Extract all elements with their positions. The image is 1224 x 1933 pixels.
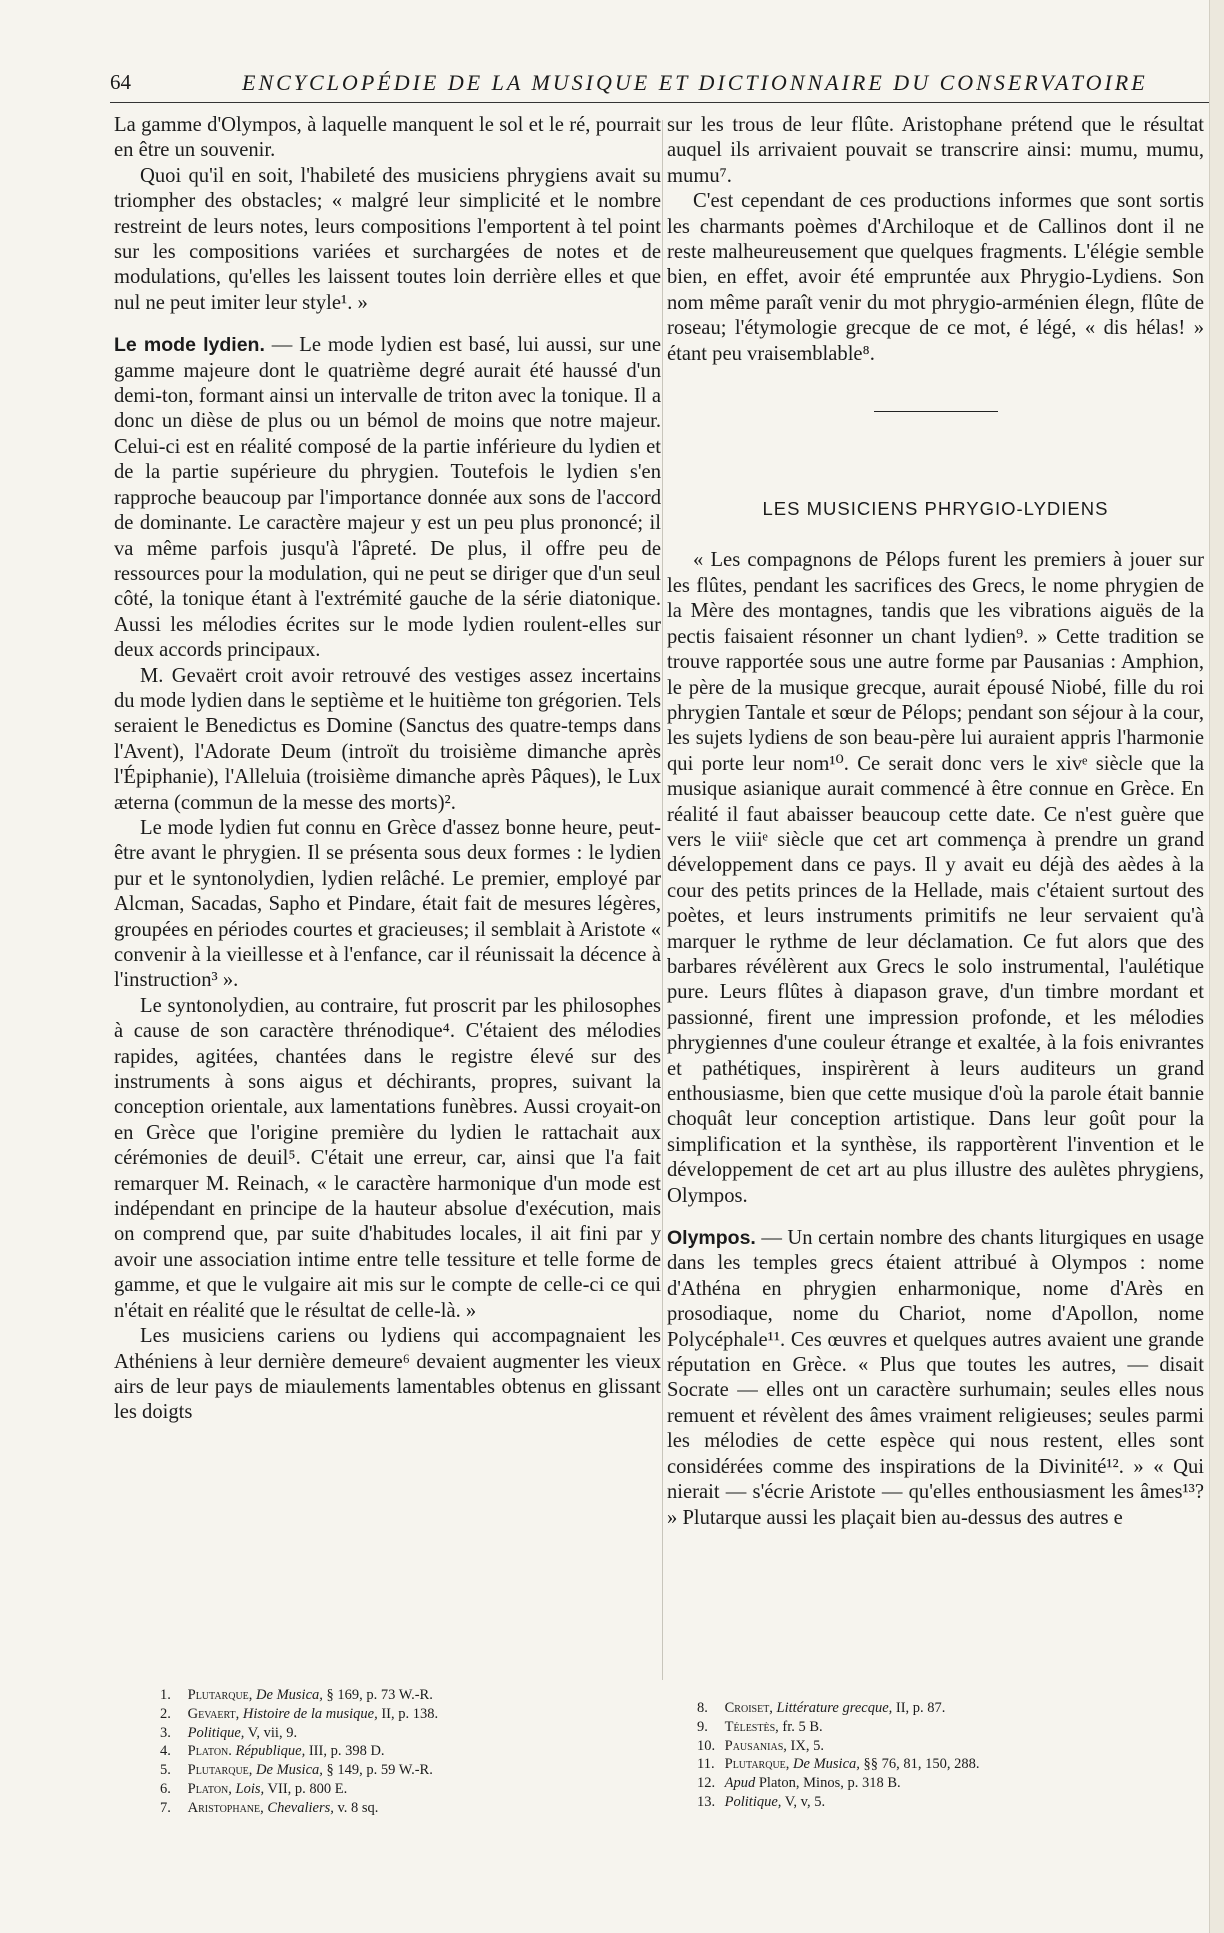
footnote-number: 5. [160,1762,171,1779]
footnote-work: Histoire de la musique, [242,1705,378,1722]
footnote-number: 2. [160,1705,171,1722]
footnote-number: 10. [697,1737,716,1754]
footnote-author: Plutarque, [187,1687,253,1703]
column-divider [662,120,663,1680]
footnote-work: Apud [724,1775,756,1792]
footnote [160,1761,660,1780]
footnote [160,1799,660,1818]
paragraph: C'est cependant de ces productions informes que sont sortis les charmants poèmes d'Archiloque et de Callinos dont il ne reste malheureusement que quelques fragments. L'élégie semble bien, en effet, avoir été empruntée aux Phrygio-Lydiens. Son nom même paraît venir du mot phrygio-arménien élegn, flûte de roseau; l'étymologie grecque de ce mot, é légé, « dis hélas! » étant peu vraisemblable⁸. [667,190,1204,365]
paragraph: sur les trous de leur flûte. Aristophane prétend que le résultat auquel ils arrivaient pouvait se transcrire ainsi: mumu, mumu, mumu⁷. [667,114,1204,187]
footnote-author: Télestès, [724,1718,779,1735]
footnote-ref: § 149, p. 59 W.-R. [326,1762,433,1779]
footnote-ref: fr. 5 B. [782,1718,823,1735]
run-in-heading: Olympos. [667,1227,756,1250]
footnote [697,1793,1197,1812]
footnote-ref: § 169, p. 73 W.-R. [326,1687,433,1703]
footnote-number: 8. [697,1700,708,1716]
paragraph: « Les compagnons de Pélops furent les premiers à jouer sur les flûtes, pendant les sacrifices des Grecs, le nome phrygien de la Mère des montagnes, tandis que les vibrations aiguës de la pectis faisaient résonner un chant lydien⁹. » Cette tradition se trouve rapportée sous une autre forme par Pausanias : Amphion, le père de la musique grecque, aurait épousé Niobé, fille du roi phrygien Tantale et sœur de Pélops; pendant son séjour à la cour, les sujets lydiens de son beau-père lui auraient appris l'harmonie qui porte leur nom¹⁰. Ce serait donc vers le xivᵉ siècle que la musique asianique aurait commencé à être connue en Grèce. En réalité il faut abaisser beaucoup cette date. Ce n'est guère que vers le viiiᵉ siècle que cet art commença à prendre un grand développement dans ce pays. Il y avait eu déjà des aèdes à la cour des petits princes de la Hellade, mais c'étaient surtout des poètes, et leurs instruments primitifs ne leur servaient qu'à marquer le rythme de leur déclamation. Ce fut alors que des barbares révélèrent aux Grecs le solo instrumental, l'aulétique pure. Leurs flûtes à diapason grave, d'un timbre mordant et passionné, firent une impression profonde, et les mélodies phrygiennes d'une couleur étrange et exaltée, à la fois enivrantes et pathétiques, inspirèrent à leurs auditeurs un grand enthousiasme, bien que cette musique d'où la parole était bannie choquât leur conception artistique. Dans leur goût pour la simplification et la synthèse, ils rapportèrent l'invention et le développement de cet art au plus illustre des aulètes phrygiens, Olympos. [667,549,1204,1207]
footnote-ref: Platon, Minos, p. 318 B. [758,1775,901,1792]
footnote-author: Plutarque, [724,1756,790,1773]
footnote-number: 4. [160,1743,171,1760]
footnote-work: Politique, [724,1793,782,1810]
run-in-heading: Le mode lydien. [114,334,265,357]
footnote [697,1755,1197,1774]
right-column [667,113,1204,1531]
footnote [160,1742,660,1761]
footnote-work: De Musica, [256,1687,323,1703]
footnote-ref: III, p. 398 D. [308,1743,385,1760]
paragraph-text: — Un certain nombre des chants liturgiques en usage dans les temples grecs étaient attribué à Olympos : nome d'Athéna en phrygien enharmonique, nome d'Arès en prosodiaque, nome du Chariot, nome d'Apollon, nome Polycéphale¹¹. Ces œuvres et quelques autres avaient une grande réputation en Grèce. « Plus que toutes les autres, — disait Socrate — elles ont un caractère surhumain; seules elles nous remuent et révèlent des âmes vraiment religieuses; seules parmi les mélodies de cette espèce qui nous restent, elles sont considérées comme des inspirations de la Divinité¹². » « Qui nierait — s'écrie Aristote — qu'elles enthousiasment les âmes¹³? » Plutarque aussi les plaçait bien au-dessus des autres e [667,1227,1204,1529]
footnote-work: De Musica, [793,1756,860,1773]
page-header [110,70,1220,106]
footnote-number: 3. [160,1724,171,1741]
footnote-work: Politique, [187,1724,245,1741]
section-title: LES MUSICIENS PHRYGIO-LYDIENS [762,498,1109,520]
footnotes-right [697,1699,1197,1812]
footnote-number: 11. [697,1756,715,1773]
footnote-work: De Musica, [256,1762,323,1779]
footnote [160,1780,660,1799]
footnote-author: Plutarque, [187,1762,253,1779]
footnote [697,1737,1197,1756]
footnote-author: Aristophane, [187,1799,264,1816]
paragraph-mode-lydien [114,333,661,663]
footnote-ref: II, p. 138. [381,1705,439,1722]
paragraph: Le syntonolydien, au contraire, fut proscrit par les philosophes à cause de son caractère thrénodique⁴. C'étaient des mélodies rapides, agitées, chantées dans le registre élevé sur des instruments à sons aigus et déchirants, propres, suivant la conception orientale, aux lamentations funèbres. Aussi croyait-on en Grèce que l'origine première du lydien le rattachait aux cérémonies de deuil⁵. C'était une erreur, car, ainsi que l'a fait remarquer M. Reinach, « le caractère harmonique d'un mode est indépendant en principe de la hauteur absolue d'exécution, mais on comprend que, par suite d'habitudes locales, il ait fini par y avoir une association intime entre telle tessiture et telle forme de gamme, et que le vulgaire ait mis sur le compte de celle-ci ce qui n'était en réalité que le résultat de celle-là. » [114,994,661,1322]
facing-page-edge [1209,0,1224,1933]
footnote-ref: V, v, 5. [784,1793,826,1810]
footnote-author: Platon, [187,1780,232,1797]
paragraph: La gamme d'Olympos, à laquelle manquent le sol et le ré, pourrait en être un souvenir. [114,114,661,162]
footnote-author: Pausanias, [724,1737,787,1754]
footnote [697,1774,1197,1793]
footnote-ref: v. 8 sq. [337,1799,379,1816]
paragraph: Quoi qu'il en soit, l'habileté des musiciens phrygiens avait su triompher des obstacles; « malgré leur simplicité et le nombre restreint de leurs notes, leurs compositions l'emportent à tel point sur les compositions variées et surchargées de notes et de modulations, qu'elles les laissent toutes loin derrière elles et que nul ne peut imiter leur style¹. » [114,164,661,314]
footnote-ref: VII, p. 800 E. [267,1780,348,1797]
footnote-number: 6. [160,1780,171,1797]
footnote-number: 1. [160,1687,171,1703]
footnote [697,1718,1197,1737]
footnote-author: Croiset, [724,1700,773,1716]
footnote [697,1699,1197,1718]
footnote-author: Gevaert, [187,1705,240,1722]
page-number: 64 [110,70,131,94]
footnote-number: 9. [697,1718,708,1735]
footnote-ref: IX, 5. [790,1737,824,1754]
running-title: ENCYCLOPÉDIE DE LA MUSIQUE ET DICTIONNAIRE DU CONSERVATOIRE [242,70,1148,95]
footnote-work: République, [235,1743,306,1760]
footnote-author: Platon. [187,1743,232,1760]
paragraph: M. Gevaërt croit avoir retrouvé des vestiges assez incertains du mode lydien dans le septième et le huitième ton grégorien. Tels seraient le Benedictus es Domine (Sanctus des quatre-temps dans l'Avent), l'Adorate Deum (introït du troisième dimanche après l'Épiphanie), l'Alleluia (troisième dimanche après Pâques), le Lux æterna (commun de la messe des morts)². [114,664,661,814]
footnote-number: 7. [160,1799,171,1816]
paragraph: Le mode lydien fut connu en Grèce d'assez bonne heure, peut-être avant le phrygien. Il se présenta sous deux formes : le lydien pur et le syntonolydien, lydien relâché. Le premier, employé par Alcman, Sacadas, Sapho et Pindare, était fait de mesures légères, groupées en périodes courtes et gracieuses; il semblait à Aristote « convenir à la vieillesse et à l'enfance, car il réunissait la décence à l'instruction³ ». [114,816,661,992]
footnote-number: 13. [697,1793,716,1810]
footnote-work: Lois, [235,1780,265,1797]
footnotes-left [160,1686,660,1818]
footnote [160,1686,660,1705]
footnote-number: 12. [697,1775,716,1792]
footnote-ref: II, p. 87. [895,1700,946,1716]
footnote-work: Chevaliers, [267,1799,334,1816]
footnote [160,1724,660,1743]
left-column [114,113,661,1426]
paragraph: Les musiciens cariens ou lydiens qui accompagnaient les Athéniens à leur dernière demeure⁶ devaient augmenter les vieux airs de leur pays de miaulements lamentables obtenus en glissant les doigts [114,1325,661,1424]
footnote-ref: V, vii, 9. [247,1724,298,1741]
paragraph-text: — Le mode lydien est basé, lui aussi, sur une gamme majeure dont le quatrième degré aurait été haussé d'un demi-ton, formant ainsi un intervalle de triton avec la tonique. Il a donc un dièse de plus ou un bémol de moins que notre majeur. Celui-ci est en réalité composé de la partie inférieure du lydien et de la partie supérieure du phrygien. Toutefois le lydien s'en rapproche beaucoup par l'importance donnée aux sons de l'accord de dominante. Le caractère majeur y est un peu plus prononcé; il va même parfois jusqu'à l'âpreté. De plus, il offre peu de ressources pour la modulation, qui ne peut se diriger que d'un seul côté, la tonique étant à l'extrémité gauche de la série diatonique. Aussi les mélodies écrites sur le mode lydien roulent-elles sur deux accords principaux. [114,334,661,662]
paragraph-olympos [667,1226,1204,1531]
header-rule [110,102,1218,103]
footnote-work: Littérature grecque, [776,1700,893,1716]
footnote-ref: §§ 76, 81, 150, 288. [863,1756,980,1773]
section-separator [874,411,998,412]
footnote [160,1705,660,1724]
